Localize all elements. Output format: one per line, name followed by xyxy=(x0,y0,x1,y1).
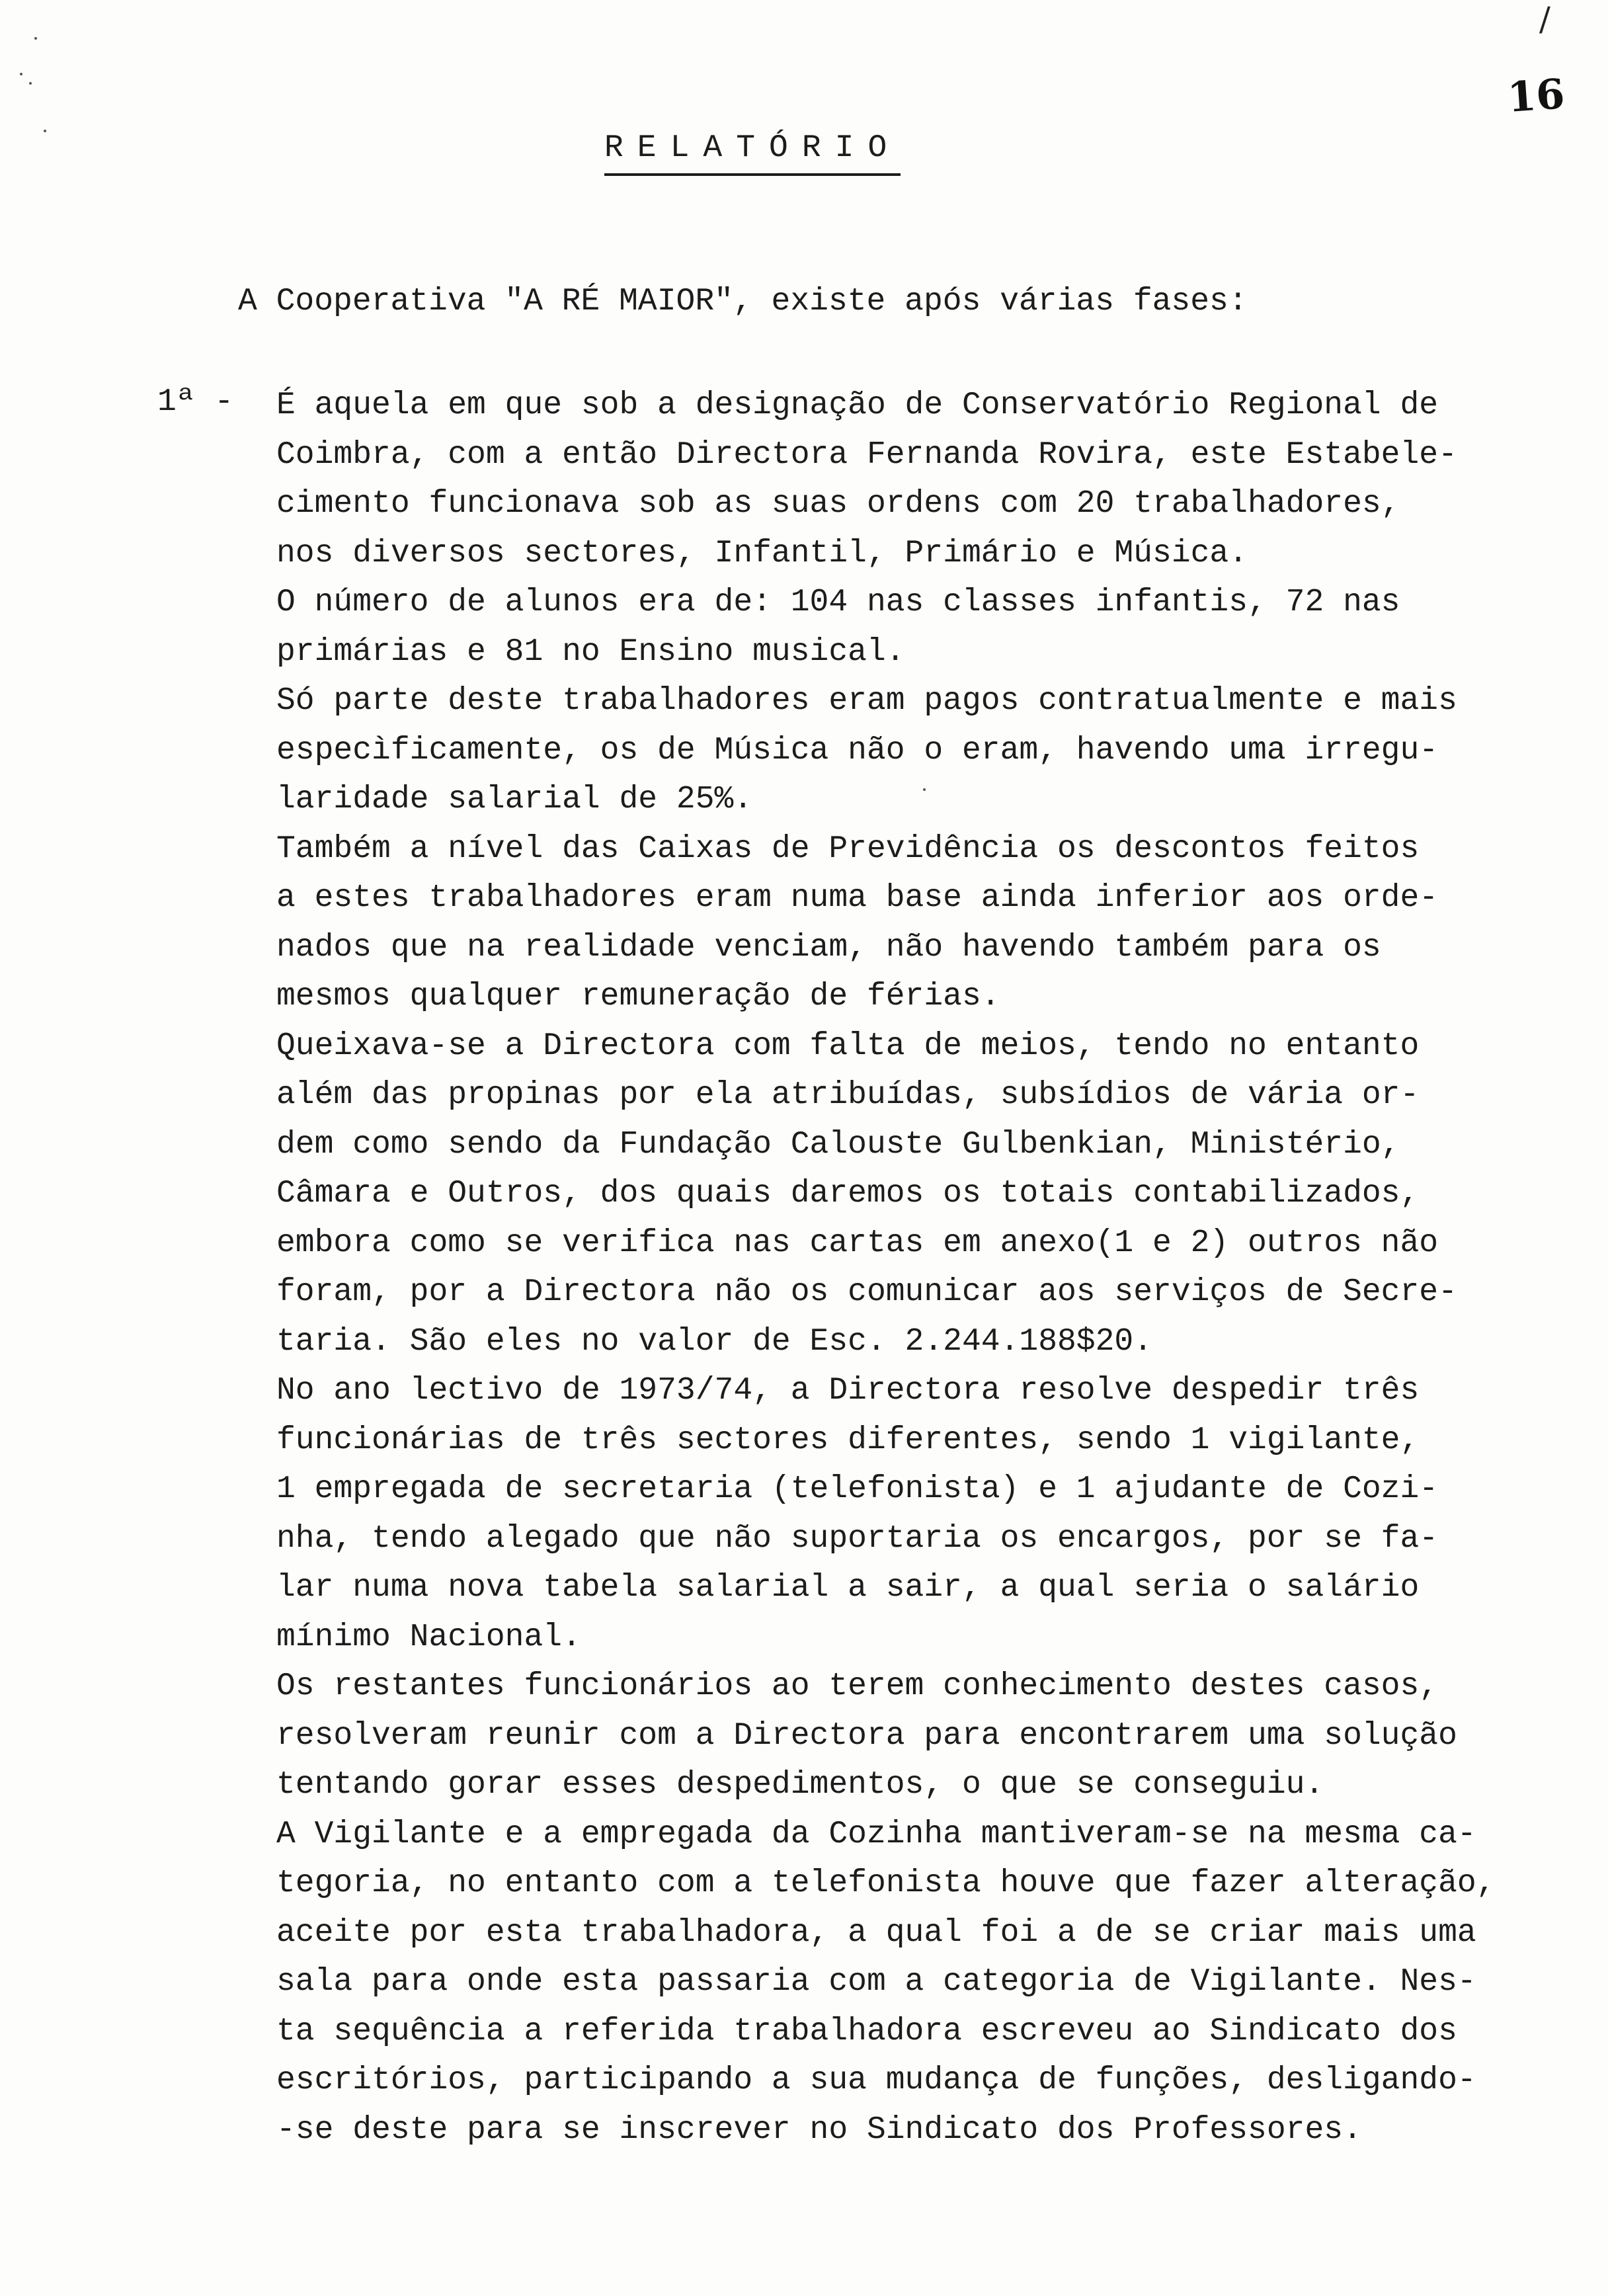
text-line: ta sequência a referida trabalhadora escreveu ao Sindicato dos xyxy=(276,2013,1457,2049)
text-line: nos diversos sectores, Infantil, Primário e Música. xyxy=(276,535,1248,571)
page-number: 16 xyxy=(1506,69,1566,122)
text-line: tegoria, no entanto com a telefonista houve que fazer alteração, xyxy=(276,1866,1496,1901)
text-line: A Vigilante e a empregada da Cozinha mantiveram-se na mesma ca- xyxy=(276,1816,1476,1852)
text-line: É aquela em que sob a designação de Conservatório Regional de xyxy=(276,388,1439,423)
text-line: a estes trabalhadores eram numa base ainda inferior aos orde- xyxy=(276,880,1439,916)
text-line: Câmara e Outros, dos quais daremos os totais contabilizados, xyxy=(276,1176,1420,1211)
intro-paragraph: A Cooperativa "A RÉ MAIOR", existe após várias fases: xyxy=(238,284,1248,319)
text-line: Só parte deste trabalhadores eram pagos contratualmente e mais xyxy=(276,683,1457,719)
document-title: RELATÓRIO xyxy=(604,127,901,176)
text-line: funcionárias de três sectores diferentes, sendo 1 vigilante, xyxy=(276,1422,1420,1458)
text-line: No ano lectivo de 1973/74, a Directora resolve despedir três xyxy=(276,1373,1420,1409)
text-line: dem como sendo da Fundação Calouste Gulbenkian, Ministério, xyxy=(276,1126,1400,1163)
text-line: Os restantes funcionários ao terem conhecimento destes casos, xyxy=(276,1668,1439,1704)
scan-speck xyxy=(44,130,46,132)
corner-mark: / xyxy=(1539,0,1550,38)
text-line: Também a nível das Caixas de Previdência os descontos feitos xyxy=(276,831,1420,867)
text-line: taria. São eles no valor de Esc. 2.244.188$20. xyxy=(276,1323,1153,1360)
text-line: aceite por esta trabalhadora, a qual foi a de se criar mais uma xyxy=(276,1914,1476,1951)
report-body xyxy=(276,381,1533,2154)
text-line: O número de alunos era de: 104 nas classes infantis, 72 nas xyxy=(276,585,1400,620)
text-line: primárias e 81 no Ensino musical. xyxy=(276,634,905,670)
text-line: 1 empregada de secretaria (telefonista) e 1 ajudante de Cozi- xyxy=(276,1471,1439,1507)
scan-speck xyxy=(29,82,32,85)
text-line: -se deste para se inscrever no Sindicato dos Professores. xyxy=(276,2112,1362,2148)
scan-speck xyxy=(20,73,22,75)
text-line: especìficamente, os de Música não o eram, havendo uma irregu- xyxy=(276,732,1439,768)
text-line: lar numa nova tabela salarial a sair, a qual seria o salário xyxy=(276,1570,1420,1606)
phase-label: 1ª - xyxy=(157,384,234,420)
text-line: escritórios, participando a sua mudança de funções, desligando- xyxy=(276,2063,1476,2098)
text-line: nha, tendo alegado que não suportaria os encargos, por se fa- xyxy=(276,1520,1439,1557)
text-line: Queixava-se a Directora com falta de meios, tendo no entanto xyxy=(276,1028,1420,1064)
text-line: embora como se verifica nas cartas em anexo(1 e 2) outros não xyxy=(276,1225,1439,1261)
text-line: mínimo Nacional. xyxy=(276,1619,581,1655)
text-line: resolveram reunir com a Directora para encontrarem uma solução xyxy=(276,1717,1457,1754)
text-line: Coimbra, com a então Directora Fernanda Rovira, este Estabele- xyxy=(276,436,1457,473)
scan-speck xyxy=(34,37,37,40)
text-line: sala para onde esta passaria com a categoria de Vigilante. Nes- xyxy=(276,1964,1476,2000)
text-line: além das propinas por ela atribuídas, subsídios de vária or- xyxy=(276,1077,1420,1113)
text-line: foram, por a Directora não os comunicar aos serviços de Secre- xyxy=(276,1274,1457,1310)
text-line: tentando gorar esses despedimentos, o que se conseguiu. xyxy=(276,1767,1324,1803)
text-line: laridade salarial de 25%. xyxy=(276,782,753,817)
text-line: nados que na realidade venciam, não havendo também para os xyxy=(276,929,1381,965)
text-line: cimento funcionava sob as suas ordens com 20 trabalhadores, xyxy=(276,486,1400,522)
text-line: mesmos qualquer remuneração de férias. xyxy=(276,979,1000,1014)
